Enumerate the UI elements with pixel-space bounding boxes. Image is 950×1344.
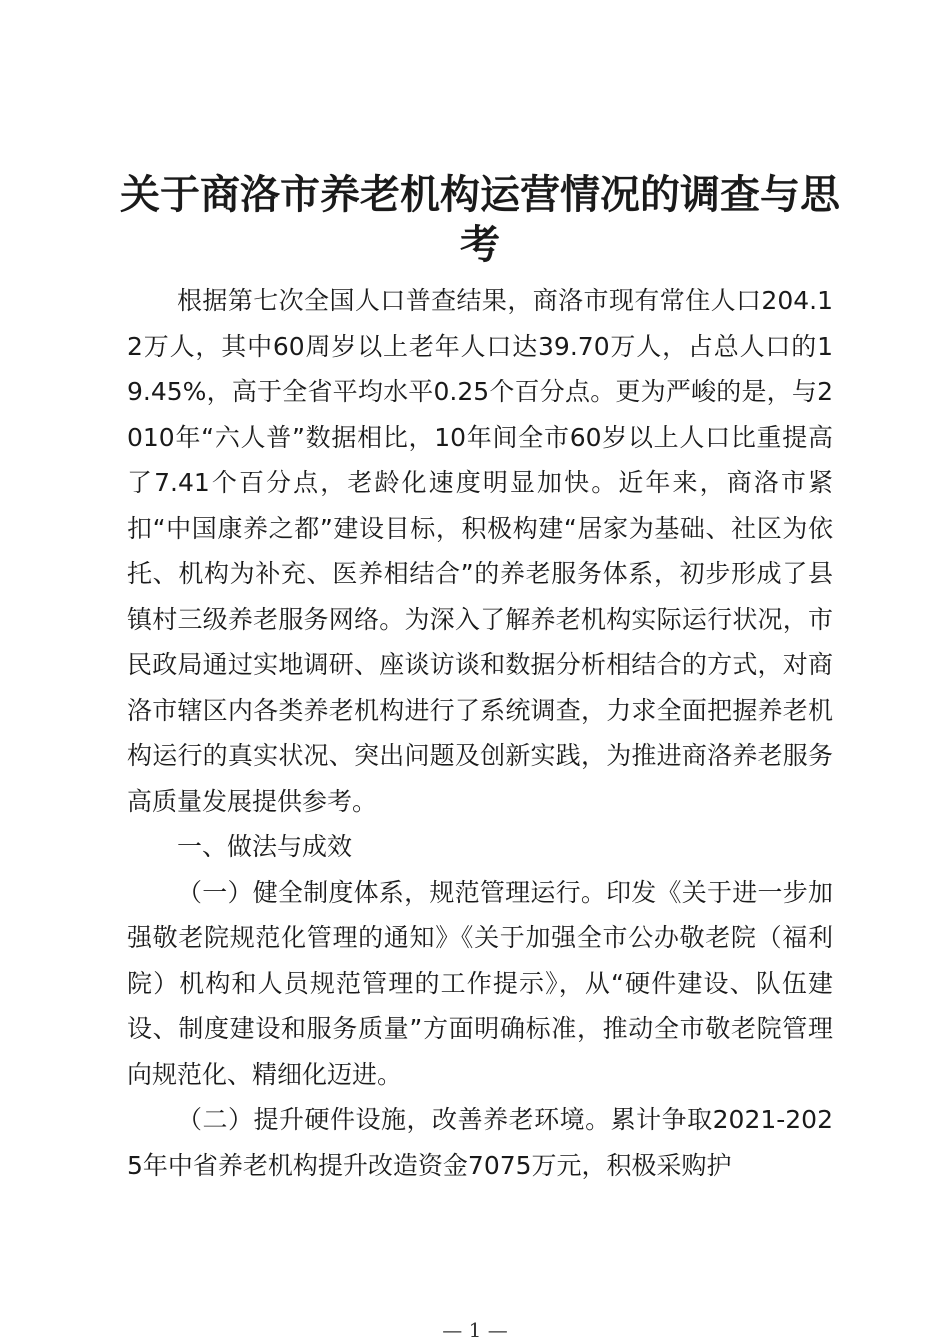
document-title: 关于商洛市养老机构运营情况的调查与思考 xyxy=(120,171,840,268)
document-body xyxy=(127,278,833,1188)
subsection-paragraph-2: （二）提升硬件设施，改善养老环境。累计争取2021-2025年中省养老机构提升改造资金7075万元，积极采购护 xyxy=(127,1105,833,1180)
page-number: — 1 — xyxy=(442,1318,508,1342)
intro-paragraph: 根据第七次全国人口普查结果，商洛市现有常住人口204.12万人，其中60周岁以上老年人口达39.70万人，占总人口的19.45%，高于全省平均水平0.25个百分点。更为严峻的是，与2010年“六人普”数据相比，10年间全市60岁以上人口比重提高了7.41个百分点，老龄化速度明显加快。近年来，商洛市紧扣“中国康养之都”建设目标，积极构建“居家为基础、社区为依托、机构为补充、医养相结合”的养老服务体系，初步形成了县镇村三级养老服务网络。为深入了解养老机构实际运行状况，市民政局通过实地调研、座谈访谈和数据分析相结合的方式，对商洛市辖区内各类养老机构进行了系统调查，力求全面把握养老机构运行的真实状况、突出问题及创新实践，为推进商洛养老服务高质量发展提供参考。 xyxy=(127,286,833,816)
subsection-paragraph-1: （一）健全制度体系，规范管理运行。印发《关于进一步加强敬老院规范化管理的通知》《关于加强全市公办敬老院（福利院）机构和人员规范管理的工作提示》，从“硬件建设、队伍建设、制度建设和服务质量”方面明确标准，推动全市敬老院管理向规范化、精细化迈进。 xyxy=(127,877,833,1089)
section-heading: 一、做法与成效 xyxy=(177,832,353,861)
